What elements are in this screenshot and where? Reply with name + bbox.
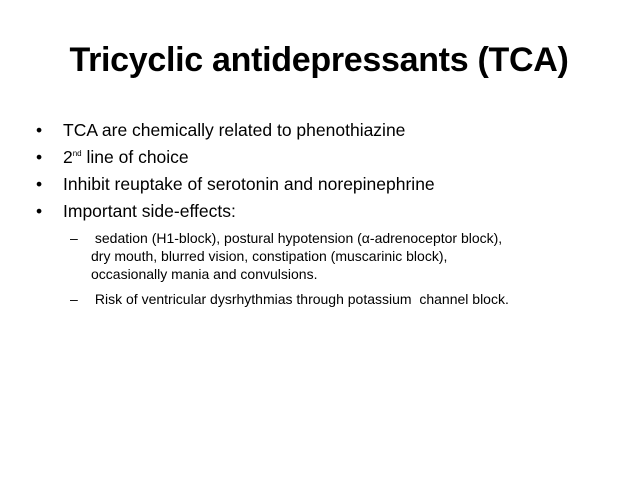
bullet-item <box>36 117 616 144</box>
bullet-list <box>36 117 616 225</box>
bullet-item <box>36 198 616 225</box>
bullet-icon: • <box>36 120 43 140</box>
bullet-icon: • <box>36 201 43 221</box>
bullet-item <box>36 171 616 198</box>
bullet-text: line of choice <box>81 147 189 167</box>
bullet-text: Important side-effects: <box>63 201 236 221</box>
bullet-text: Inhibit reuptake of serotonin and norepinephrine <box>63 174 435 194</box>
ordinal-superscript: nd <box>72 149 82 158</box>
bullet-item <box>36 144 616 171</box>
sub-bullet-item <box>72 229 612 283</box>
sub-bullet-line: dry mouth, blurred vision, constipation (muscarinic block), <box>91 248 448 264</box>
bullet-icon: • <box>36 174 43 194</box>
sub-bullet-item <box>72 290 612 308</box>
bullet-text-ordinal: 2 <box>63 147 73 167</box>
sub-bullet-line: Risk of ventricular dysrhythmias through potassium channel block. <box>91 291 509 307</box>
bullet-icon: • <box>36 147 43 167</box>
sub-bullet-line: sedation (H1-block), postural hypotension (α-adrenoceptor block), <box>91 230 503 246</box>
sub-bullet-line: occasionally mania and convulsions. <box>91 266 318 282</box>
bullet-text: TCA are chemically related to phenothiazine <box>63 120 406 140</box>
dash-icon: – <box>70 230 78 246</box>
sub-bullet-list <box>72 229 612 315</box>
slide-title: Tricyclic antidepressants (TCA) <box>69 41 569 79</box>
dash-icon: – <box>70 291 78 307</box>
